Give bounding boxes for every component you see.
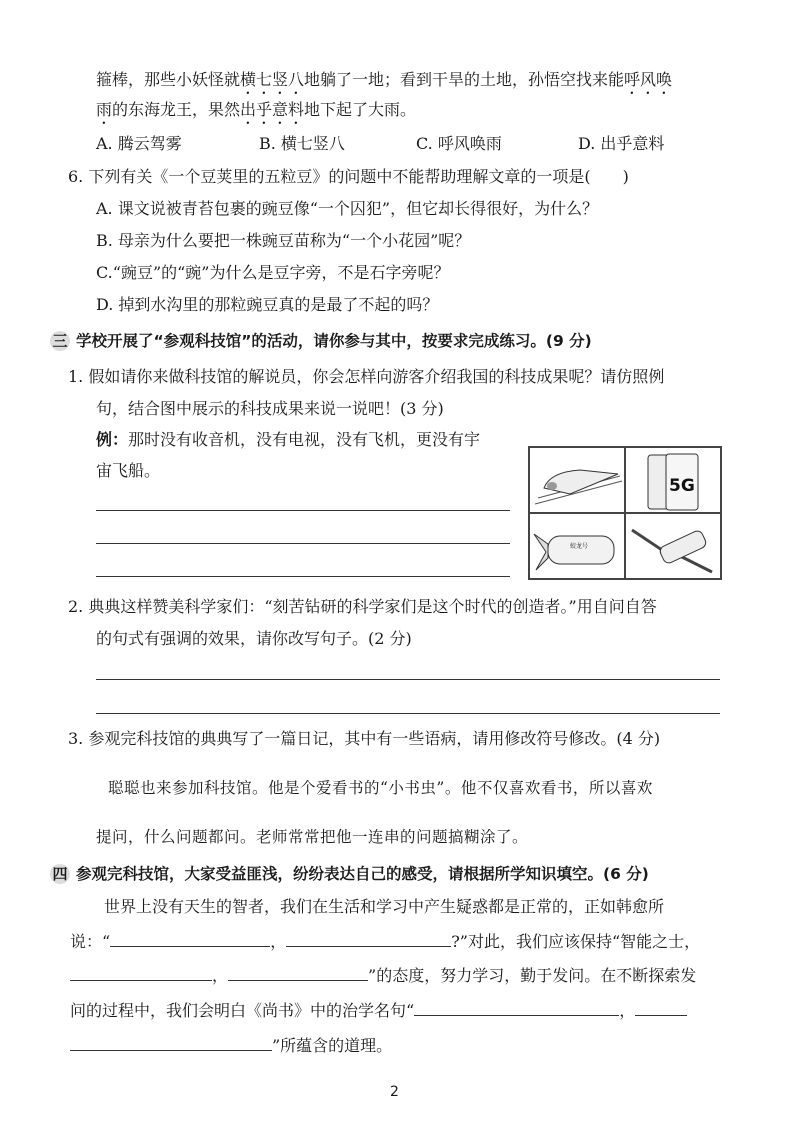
5g-phone-illustration: [625, 447, 721, 513]
text: ，: [212, 966, 229, 985]
example-line-2: 宙飞船。: [96, 461, 161, 480]
q1-line-2: 句，结合图中展示的科技成果来说一说吧！(3 分): [96, 399, 444, 418]
fill-blank[interactable]: [110, 932, 270, 947]
example-line-1: [96, 430, 480, 450]
text: ”所蕴含的道理。: [272, 1036, 393, 1055]
paragraph-line-2: [70, 932, 700, 952]
emphasized-idiom: 呼风唤: [624, 70, 673, 89]
fill-blank[interactable]: [286, 932, 451, 947]
paragraph-line-5: [70, 1036, 392, 1056]
fill-blank[interactable]: [70, 966, 212, 981]
answer-line[interactable]: [96, 713, 720, 714]
q5-line-2: [96, 100, 416, 128]
text: 的东海龙王，果然: [112, 100, 241, 119]
q2-line-2: 的句式有强调的效果，请你改写句子。(2 分): [96, 629, 412, 648]
section-title: 参观完科技馆，大家受益匪浅，纷纷表达自己的感受，请根据所学知识填空。(6 分): [76, 865, 649, 883]
space-station-illustration: [625, 513, 721, 579]
text: 地躺了一地；看到干旱的土地，孙悟空找来能: [304, 70, 625, 89]
option-a[interactable]: A. 课文说被青苔包裹的豌豆像“一个囚犯”，但它却长得很好，为什么？: [96, 199, 599, 218]
emphasized-idiom: 出乎意料: [240, 100, 305, 119]
option-c[interactable]: C. 呼风唤雨: [416, 134, 502, 153]
fill-blank[interactable]: [70, 1036, 272, 1051]
section-4-heading: [50, 864, 649, 884]
text: 说：“: [70, 932, 111, 951]
text: ”的态度，努力学习，勤于发问。在不断探索发: [368, 966, 697, 985]
option-d[interactable]: D. 掉到水沟里的那粒豌豆真的是最了不起的吗？: [96, 295, 439, 314]
paragraph-line-4: [70, 1001, 687, 1021]
fill-blank[interactable]: [228, 966, 368, 981]
text: 问的过程中，我们会明白《尚书》中的治学名句“: [70, 1001, 415, 1020]
page-number: 2: [390, 1084, 399, 1100]
tech-achievements-image: [528, 446, 722, 580]
text: ，: [270, 932, 287, 951]
emphasized-idiom: 横七竖八: [240, 70, 305, 89]
fill-blank[interactable]: [635, 1001, 687, 1016]
answer-line[interactable]: [96, 510, 510, 511]
q5-line-1: [96, 70, 672, 98]
high-speed-train-illustration: [529, 447, 625, 513]
diary-line-2[interactable]: 提问，什么问题都问。老师常常把他一连串的问题搞糊涂了。: [96, 828, 529, 846]
option-b[interactable]: B. 横七竖八: [259, 134, 345, 153]
diary-line-1[interactable]: 聪聪也来参加科技馆。他是个爱看书的“小书虫”。他不仅喜欢看书，所以喜欢: [108, 779, 653, 797]
example-label: 例：: [96, 430, 129, 449]
emphasized-idiom: 雨: [96, 100, 113, 119]
answer-line[interactable]: [96, 543, 510, 544]
answer-line[interactable]: [96, 576, 510, 577]
option-a[interactable]: A. 腾云驾雾: [96, 134, 182, 153]
text: ，: [619, 1001, 636, 1020]
section-badge: 三: [50, 331, 70, 351]
text: 箍棒，那些小妖怪就: [96, 70, 241, 89]
answer-line[interactable]: [96, 679, 720, 680]
5g-label: 5G: [669, 476, 695, 496]
text: ?”对此，我们应该保持“智能之士，: [451, 932, 701, 951]
option-c[interactable]: C.“豌豆”的“豌”为什么是豆字旁，不是石字旁呢？: [96, 263, 450, 282]
submersible-illustration: [529, 513, 625, 579]
option-d[interactable]: D. 出乎意料: [578, 134, 665, 153]
q3-stem: 3. 参观完科技馆的典典写了一篇日记，其中有一些语病，请用修改符号修改。(4 分): [68, 729, 661, 748]
paragraph-line-1: 世界上没有天生的智者，我们在生活和学习中产生疑惑都是正常的，正如韩愈所: [104, 897, 665, 916]
option-b[interactable]: B. 母亲为什么要把一株豌豆苗称为“一个小花园”呢？: [96, 231, 471, 250]
section-3-heading: [50, 331, 592, 351]
example-text: 那时没有收音机，没有电视，没有飞机，更没有宇: [128, 430, 481, 449]
section-badge: 四: [50, 864, 70, 884]
q2-line-1: 2. 典典这样赞美科学家们：“刻苦钻研的科学家们是这个时代的创造者。”用自问自答: [68, 597, 657, 616]
q1-line-1: 1. 假如请你来做科技馆的解说员，你会怎样向游客介绍我国的科技成果呢？请仿照例: [68, 367, 665, 386]
section-title: 学校开展了“参观科技馆”的活动，请你参与其中，按要求完成练习。(9 分): [76, 332, 592, 350]
text: 地下起了大雨。: [304, 100, 417, 119]
q6-stem: 6. 下列有关《一个豆荚里的五粒豆》的问题中不能帮助理解文章的一项是( ): [68, 167, 629, 186]
fill-blank[interactable]: [414, 1001, 619, 1016]
paragraph-line-3: [70, 966, 696, 986]
submersible-name: 蛟龙号: [570, 543, 589, 550]
